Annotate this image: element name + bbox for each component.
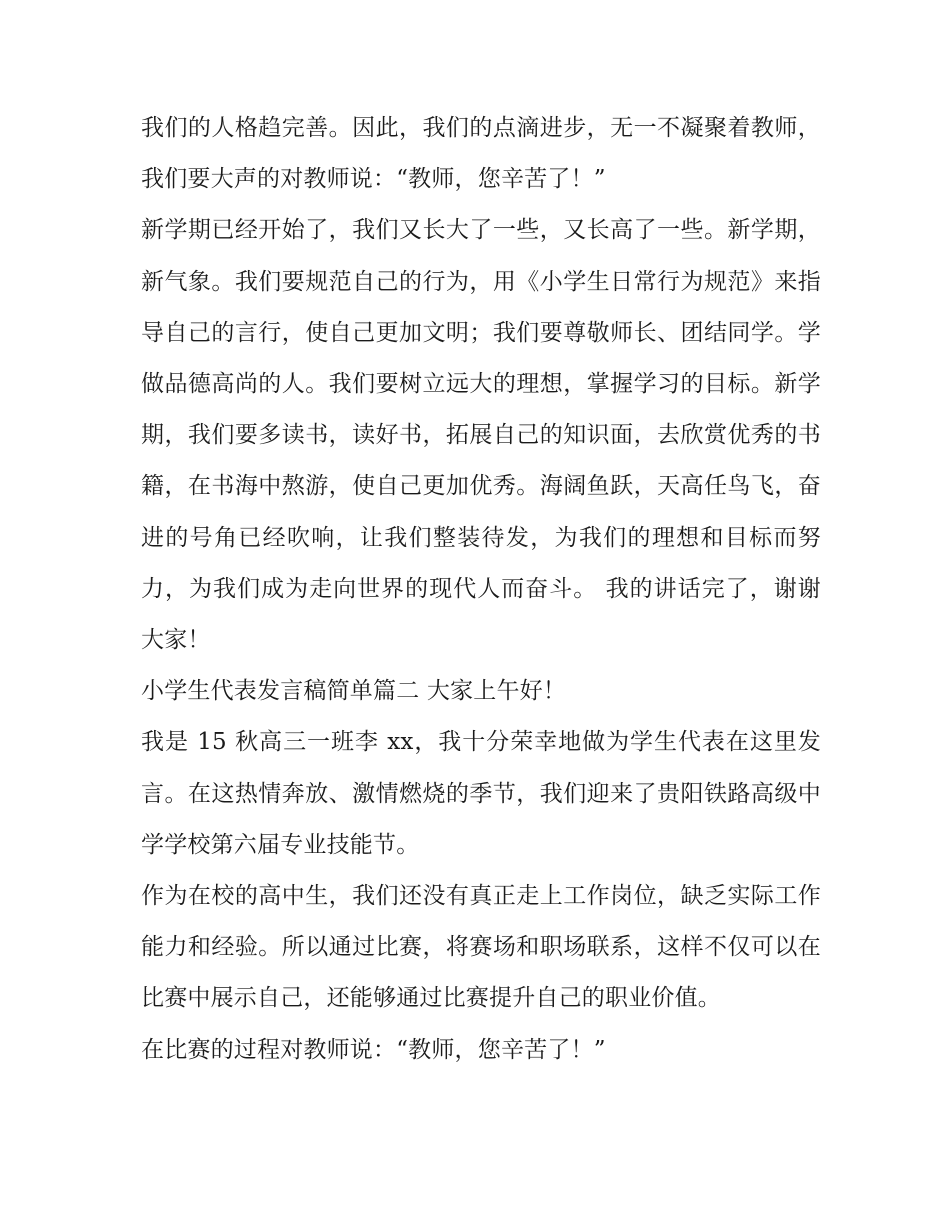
document-page	[141, 103, 821, 1076]
paragraph-speech-two-heading: 小学生代表发言稿简单篇二 大家上午好！	[141, 678, 567, 705]
paragraph-competition-value: 作为在校的高中生，我们还没有真正走上工作岗位，缺乏实际工作能力和经验。所以通过比赛，将赛场和职场联系，这样不仅可以在比赛中展示自己，还能够通过比赛提升自己的职业价值。	[141, 883, 821, 1012]
paragraph-closing-quote: 在比赛的过程对教师说：“教师，您辛苦了！”	[141, 1036, 606, 1063]
paragraph-teacher-thanks: 我们的人格趋完善。因此，我们的点滴进步，无一不凝聚着教师，我们要大声的对教师说：“教师，您辛苦了！”	[141, 115, 821, 193]
paragraph-self-introduction: 我是 15 秋高三一班李 xx，我十分荣幸地做为学生代表在这里发言。在这热情奔放、激情燃烧的季节，我们迎来了贵阳铁路高级中学学校第六届专业技能节。	[141, 729, 821, 858]
paragraph-new-semester: 新学期已经开始了，我们又长大了一些，又长高了一些。新学期，新气象。我们要规范自己的行为，用《小学生日常行为规范》来指导自己的言行，使自己更加文明；我们要尊敬师长、团结同学。学做品德高尚的人。我们要树立远大的理想，掌握学习的目标。新学期，我们要多读书，读好书，拓展自己的知识面，去欣赏优秀的书籍，在书海中熬游，使自己更加优秀。海阔鱼跃，天高任鸟飞，奋进的号角已经吹响，让我们整装待发，为我们的理想和目标而努力，为我们成为走向世界的现代人而奋斗。 我的讲话完了，谢谢大家！	[141, 217, 821, 654]
